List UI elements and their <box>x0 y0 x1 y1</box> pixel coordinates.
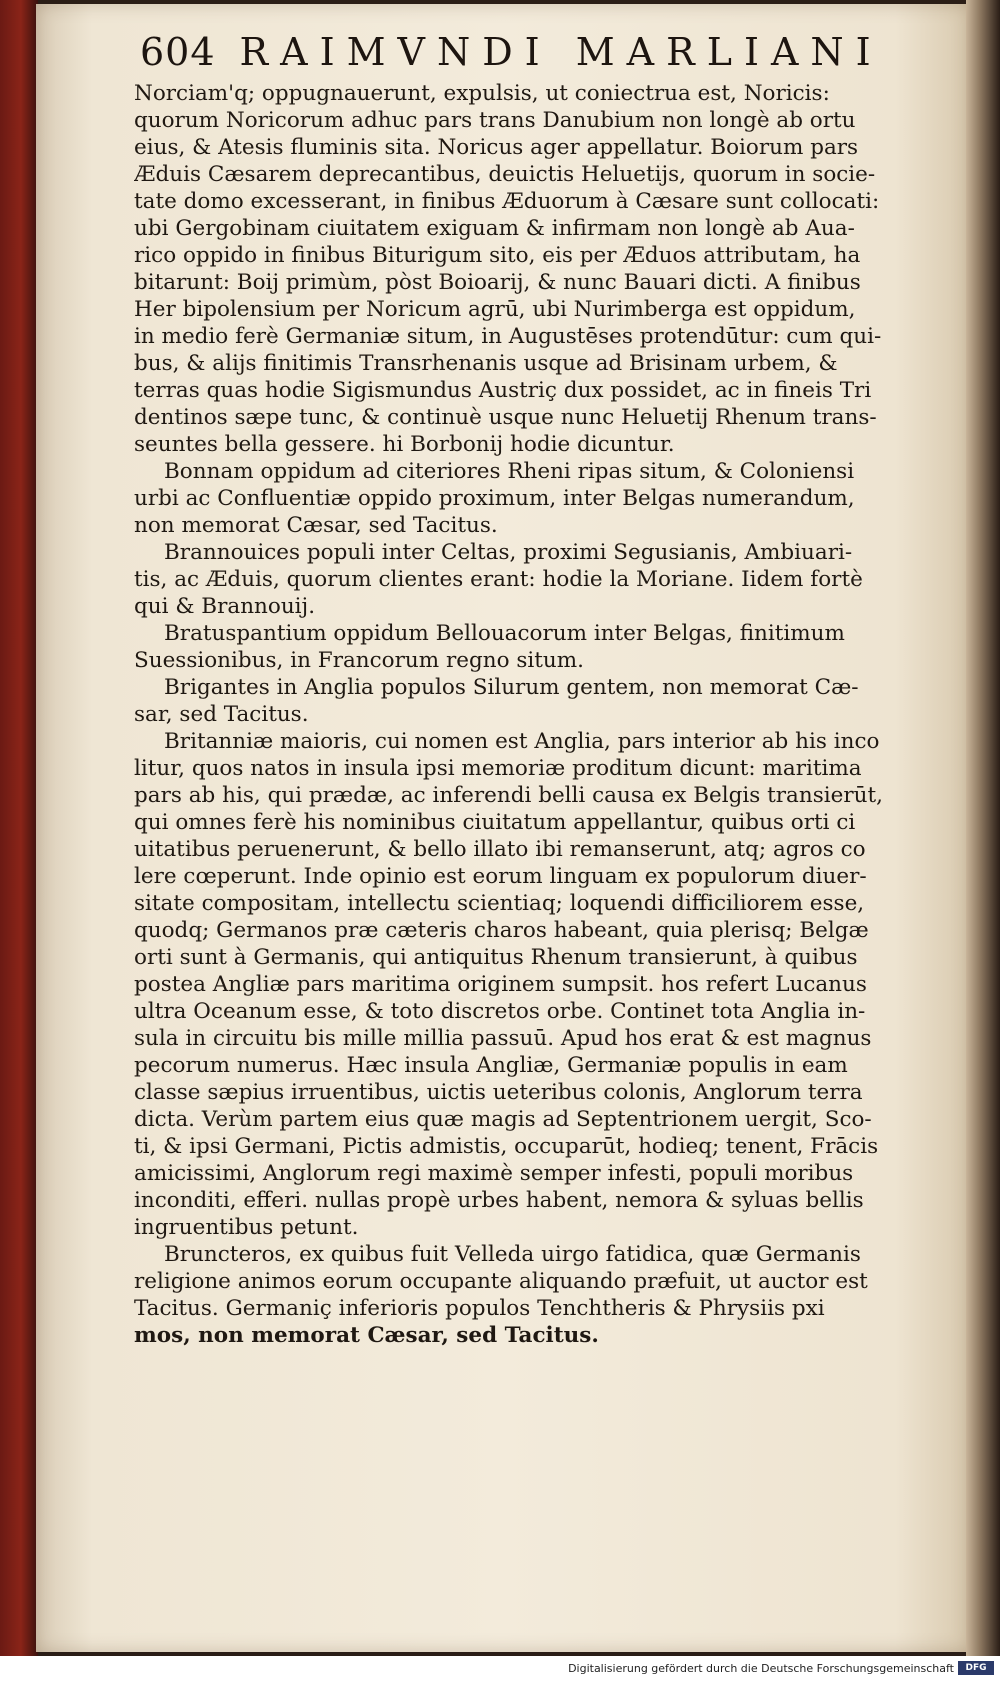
text-line: litur, quos natos in insula ipsi memoriæ proditum dicunt: maritima <box>134 756 862 781</box>
text-line: sar, sed Tacitus. <box>134 702 309 727</box>
text-line: pecorum numerus. Hæc insula Angliæ, Germaniæ populis in eam <box>134 1053 848 1078</box>
text-line: Brunсteros, ex quibus fuit Velleda uirgo fatidica, quæ Germanis <box>164 1242 861 1267</box>
text-line: lere cœperunt. Inde opinio est eorum linguam ex populorum diuer- <box>134 864 867 889</box>
page-header <box>140 30 920 80</box>
text-line: sula in circuitu bis mille millia passuū. Apud hos erat & est magnus <box>134 1026 872 1051</box>
text-line: ultra Oceanum esse, & toto discretos orbe. Continet tota Anglia in- <box>134 999 866 1024</box>
text-line: qui & Brannouij. <box>134 594 316 619</box>
text-line: Brigantes in Anglia populos Silurum gentem, non memorat Cæ- <box>164 675 859 700</box>
text-line: orti sunt à Germanis, qui antiquitus Rhenum transierunt, à quibus <box>134 945 858 970</box>
footer-bar <box>0 1656 1000 1681</box>
text-line: inconditi, efferi. nullas propè urbes habent, nemora & syluas bellis <box>134 1188 864 1213</box>
text-line: pars ab his, qui prædæ, ac inferendi belli causa ex Belgis transierūt, <box>134 783 883 808</box>
text-line: Suessionibus, in Francorum regno situm. <box>134 648 584 673</box>
text-line: seuntes bella gessere. hi Borbonij hodie dicuntur. <box>134 432 675 457</box>
footer-credit: Digitalisierung gefördert durch die Deutsche Forschungsgemeinschaft <box>568 1662 954 1675</box>
text-line: bus, & alijs finitimis Transrhenanis usque ad Brisinam urbem, & <box>134 351 838 376</box>
text-line: quorum Noricorum adhuc pars trans Danubium non longè ab ortu <box>134 108 856 133</box>
text-line: mos, non memorat Cæsar, sed Tacitus. <box>134 1323 599 1348</box>
text-line: Bonnam oppidum ad citeriores Rheni ripas situm, & Coloniensi <box>164 459 855 484</box>
page-number: 604 <box>140 30 216 74</box>
text-line: sitate compositam, intellectu scientiaq; loquendi difficiliorem esse, <box>134 891 865 916</box>
text-line: religione animos eorum occupante aliquando præfuit, ut auctor est <box>134 1269 868 1294</box>
text-line: Brannouices populi inter Celtas, proximi Segusianis, Ambiuari- <box>164 540 853 565</box>
text-line: uitatibus peruenerunt, & bello illato ibi remanserunt, atq; agros co <box>134 837 866 862</box>
text-line: amicissimi, Anglorum regi maximè semper infesti, populi moribus <box>134 1161 854 1186</box>
text-line: Norciam'q; oppugnauerunt, expulsis, ut coniectrua est, Noricis: <box>134 81 830 106</box>
text-line: postea Angliæ pars maritima originem sumpsit. hos refert Lucanus <box>134 972 867 997</box>
text-line: dentinos sæpe tunc, & continuè usque nunc Heluetij Rhenum trans- <box>134 405 877 430</box>
text-line: Her bipolensium per Noricum agrū, ubi Nurimberga est oppidum, <box>134 297 856 322</box>
page-edge <box>966 0 1000 1656</box>
text-line: Bratuspantium oppidum Bellouacorum inter Belgas, finitimum <box>164 621 845 646</box>
book-binding <box>0 0 38 1656</box>
text-line: ubi Gergobinam ciuitatem exiguam & infirmam non longè ab Aua- <box>134 216 855 241</box>
text-line: rico oppido in finibus Biturigum sito, eis per Æduos attributam, ha <box>134 243 861 268</box>
text-line: quodq; Germanos præ cæteris charos habeant, quia plerisq; Belgæ <box>134 918 869 943</box>
text-line: dicta. Verùm partem eius quæ magis ad Septentrionem uergit, Sco- <box>134 1107 872 1132</box>
text-line: classe sæpius irruentibus, uictis ueteribus colonis, Anglorum terra <box>134 1080 863 1105</box>
text-line: eius, & Atesis fluminis sita. Noricus ager appellatur. Boiorum pars <box>134 135 859 160</box>
text-line: ti, & ipsi Germani, Pictis admistis, occuparūt, hodieq; tenent, Frācis <box>134 1134 879 1159</box>
dfg-logo: DFG <box>958 1661 994 1675</box>
body-text <box>134 80 924 1349</box>
text-line: terras quas hodie Sigismundus Austriç dux possidet, ac in fineis Tri <box>134 378 872 403</box>
text-line: ingruentibus petunt. <box>134 1215 359 1240</box>
text-line: qui omnes ferè his nominibus ciuitatum appellantur, quibus orti ci <box>134 810 856 835</box>
text-line: tis, ac Æduis, quorum clientes erant: hodie la Moriane. Iidem fortè <box>134 567 863 592</box>
running-title: RAIMVNDI MARLIANI <box>239 30 883 74</box>
text-line: Æduis Cæsarem deprecantibus, deuictis Heluetijs, quorum in socie- <box>134 162 876 187</box>
text-line: in medio ferè Germaniæ situm, in Augustēses protendūtur: cum qui- <box>134 324 882 349</box>
text-line: urbi ac Confluentiæ oppido proximum, inter Belgas numerandum, <box>134 486 855 511</box>
text-line: tate domo excesserant, in finibus Æduorum à Cæsare sunt collocati: <box>134 189 880 214</box>
text-line: Tacitus. Germaniç inferioris populos Tenchtheris & Phrysiis pxi <box>134 1296 825 1321</box>
text-line: bitarunt: Boij primùm, pòst Boioarij, & nunc Bauari dicti. A finibus <box>134 270 861 295</box>
text-line: Britanniæ maioris, cui nomen est Anglia, pars interior ab his inco <box>164 729 880 754</box>
text-line: non memorat Cæsar, sed Tacitus. <box>134 513 498 538</box>
